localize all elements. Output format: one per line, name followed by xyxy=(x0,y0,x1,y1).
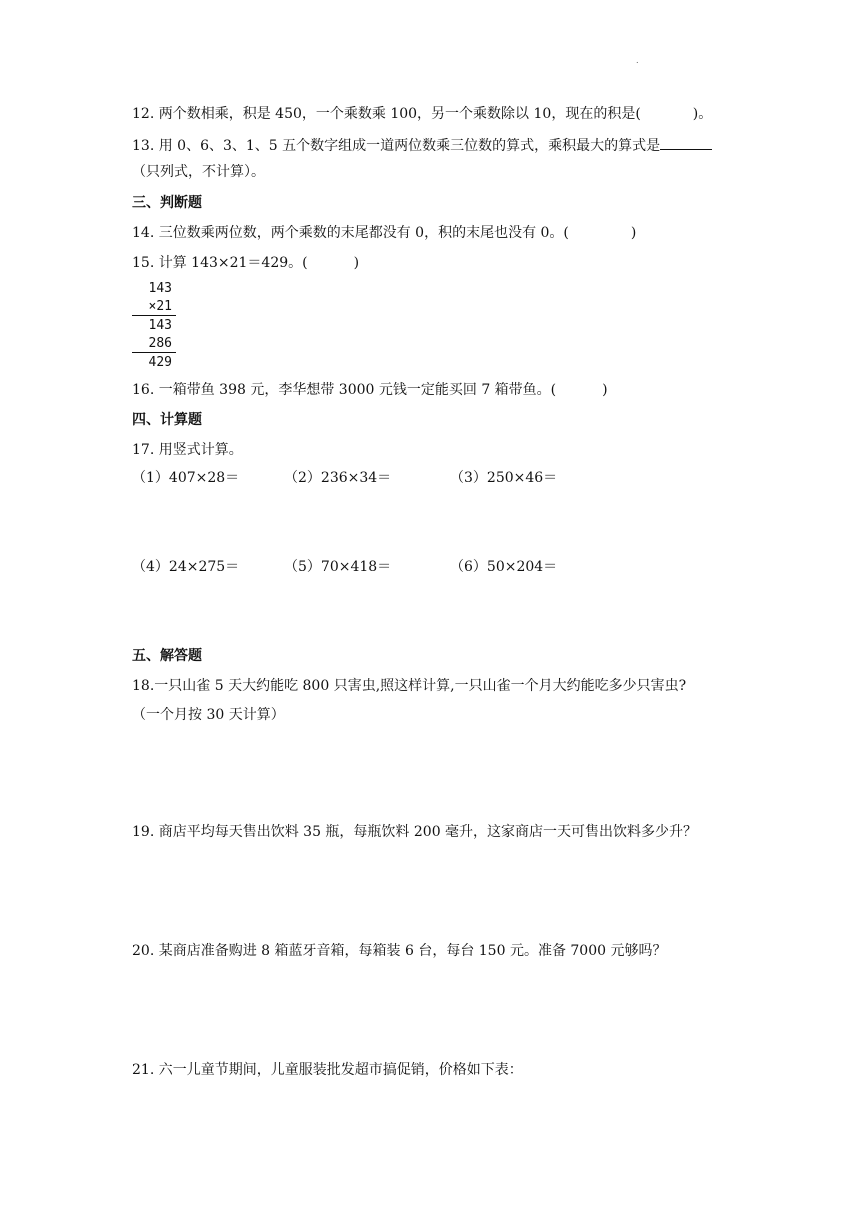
question-16 xyxy=(132,380,608,400)
calc-item-1: （1）407×28＝ xyxy=(132,470,240,486)
question-21-text: 21. 六一儿童节期间，儿童服装批发超市搞促销，价格如下表： xyxy=(132,1062,523,1078)
vertical-result: 429 xyxy=(148,355,172,370)
question-13 xyxy=(132,135,712,156)
calc-item-5: （5）70×418＝ xyxy=(284,559,392,575)
calc-item-6: （6）50×204＝ xyxy=(450,559,558,575)
question-16-text: 16. 一箱带鱼 398 元，李华想带 3000 元钱一定能买回 7 箱带鱼。( xyxy=(132,382,557,398)
calc-item-2: （2）236×34＝ xyxy=(284,470,392,486)
question-16-close: ) xyxy=(602,382,608,398)
section-4-title: 四、计算题 xyxy=(132,412,202,428)
question-12 xyxy=(132,104,712,124)
question-18-text: 18.一只山雀 5 天大约能吃 800 只害虫,照这样计算,一只山雀一个月大约能吃多少只害虫? xyxy=(132,678,687,694)
calc-item-3: （3）250×46＝ xyxy=(450,470,558,486)
question-14-close: ) xyxy=(630,225,637,241)
section-3-title: 三、判断题 xyxy=(132,195,202,211)
question-14 xyxy=(132,223,636,243)
vertical-multiplier: ×21 xyxy=(148,299,172,314)
calc-item-4: （4）24×275＝ xyxy=(132,559,240,575)
section-5-title: 五、解答题 xyxy=(132,648,202,664)
question-12-text: 12. 两个数相乘，积是 450，一个乘数乘 100，另一个乘数除以 10，现在的积是( xyxy=(132,106,641,122)
vertical-partial-1: 143 xyxy=(148,318,172,333)
vertical-rule-1 xyxy=(132,315,176,316)
vertical-multiplicand: 143 xyxy=(148,281,172,296)
question-19-text: 19. 商店平均每天售出饮料 35 瓶，每瓶饮料 200 毫升，这家商店一天可售出饮料多少升？ xyxy=(132,824,698,840)
answer-blank-13[interactable] xyxy=(660,135,712,150)
question-15-close: ) xyxy=(353,255,360,271)
question-20-text: 20. 某商店准备购进 8 箱蓝牙音箱，每箱装 6 台，每台 150 元。准备 7000 元够吗？ xyxy=(132,943,667,959)
question-17-text: 17. 用竖式计算。 xyxy=(132,442,243,458)
header-dot: . xyxy=(636,56,639,65)
question-15 xyxy=(132,253,359,273)
question-14-text: 14. 三位数乘两位数，两个乘数的末尾都没有 0，积的末尾也没有 0。( xyxy=(132,225,569,241)
question-18-cont: （一个月按 30 天计算） xyxy=(132,707,285,723)
question-13-cont: （只列式，不计算）。 xyxy=(132,164,265,180)
vertical-partial-2: 286 xyxy=(148,336,172,351)
question-13-text: 13. 用 0、6、3、1、5 五个数字组成一道两位数乘三位数的算式，乘积最大的算式是 xyxy=(132,138,661,154)
question-12-close: )。 xyxy=(692,106,713,122)
question-15-text: 15. 计算 143×21＝429。( xyxy=(132,255,308,271)
vertical-rule-2 xyxy=(132,352,176,353)
